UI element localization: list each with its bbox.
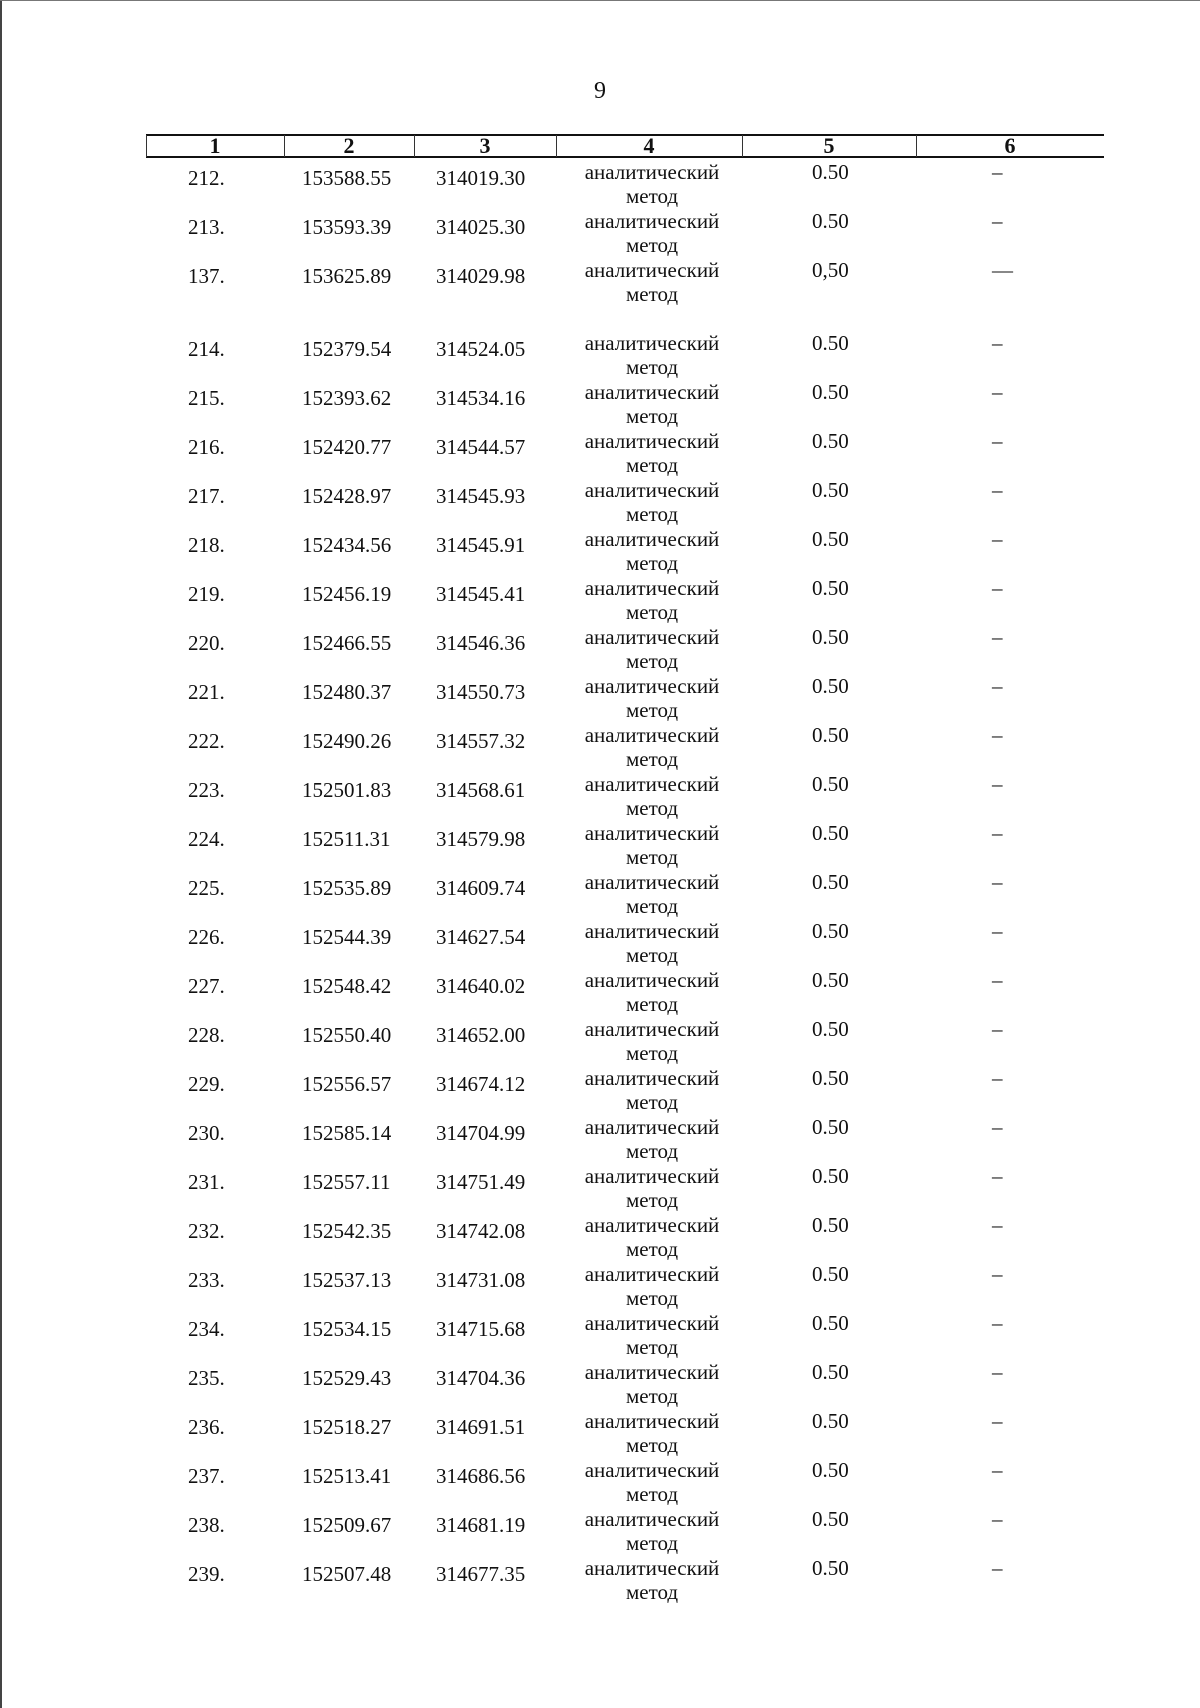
method-cell	[572, 1164, 732, 1212]
method-line-1: аналитический	[584, 968, 720, 992]
coordinate-x: 152466.55	[302, 631, 392, 655]
coordinate-y: 314019.30	[436, 166, 526, 190]
point-number: 223.	[188, 778, 225, 802]
accuracy-value: 0.50	[812, 478, 849, 502]
method-cell	[572, 919, 732, 967]
column-header-1: 1	[209, 133, 221, 158]
coordinate-y: 314557.32	[436, 729, 526, 753]
method-cell	[572, 1311, 732, 1359]
table-row	[0, 819, 1200, 869]
accuracy-value: 0.50	[812, 527, 849, 551]
method-line-2: метод	[625, 1335, 679, 1359]
coordinate-y: 314546.36	[436, 631, 526, 655]
coordinate-x: 152556.57	[302, 1072, 392, 1096]
table-row	[0, 868, 1200, 918]
point-number: 239.	[188, 1562, 225, 1586]
note-value: –	[992, 919, 1003, 943]
table-row	[0, 427, 1200, 477]
method-cell	[572, 429, 732, 477]
coordinate-x: 153588.55	[302, 166, 392, 190]
coordinate-y: 314674.12	[436, 1072, 526, 1096]
method-cell	[572, 1409, 732, 1457]
coordinate-y: 314568.61	[436, 778, 526, 802]
table-row	[0, 770, 1200, 820]
method-cell	[572, 1507, 732, 1555]
coordinate-y: 314524.05	[436, 337, 526, 361]
table-row	[0, 1211, 1200, 1261]
coordinate-y: 314609.74	[436, 876, 526, 900]
table-row	[0, 574, 1200, 624]
table-row	[0, 623, 1200, 673]
table-row	[0, 1505, 1200, 1555]
method-line-2: метод	[625, 1090, 679, 1114]
note-value: –	[992, 772, 1003, 796]
accuracy-value: 0.50	[812, 380, 849, 404]
method-line-2: метод	[625, 184, 679, 208]
method-line-1: аналитический	[584, 478, 720, 502]
method-line-2: метод	[625, 1188, 679, 1212]
method-line-2: метод	[625, 551, 679, 575]
method-line-1: аналитический	[584, 1311, 720, 1335]
note-value: –	[992, 1556, 1003, 1580]
accuracy-value: 0.50	[812, 331, 849, 355]
column-header-3: 3	[479, 133, 491, 158]
coordinate-y: 314677.35	[436, 1562, 526, 1586]
point-number: 230.	[188, 1121, 225, 1145]
accuracy-value: 0.50	[812, 723, 849, 747]
table-row	[0, 158, 1200, 208]
point-number: 220.	[188, 631, 225, 655]
coordinate-y: 314579.98	[436, 827, 526, 851]
accuracy-value: 0.50	[812, 1066, 849, 1090]
accuracy-value: 0.50	[812, 160, 849, 184]
coordinate-x: 152420.77	[302, 435, 392, 459]
table-row	[0, 378, 1200, 428]
note-value: –	[992, 1311, 1003, 1335]
coordinate-x: 152542.35	[302, 1219, 392, 1243]
method-line-1: аналитический	[584, 380, 720, 404]
note-value: –	[992, 160, 1003, 184]
coordinate-x: 152509.67	[302, 1513, 392, 1537]
method-cell	[572, 527, 732, 575]
column-header-5: 5	[823, 133, 835, 158]
point-number: 214.	[188, 337, 225, 361]
accuracy-value: 0.50	[812, 772, 849, 796]
method-line-2: метод	[625, 502, 679, 526]
column-header-2: 2	[343, 133, 355, 158]
note-value: –	[992, 1017, 1003, 1041]
method-line-1: аналитический	[584, 1507, 720, 1531]
method-cell	[572, 160, 732, 208]
table-row	[0, 672, 1200, 722]
coordinate-y: 314534.16	[436, 386, 526, 410]
note-value: –	[992, 478, 1003, 502]
note-value: —	[992, 258, 1013, 282]
method-line-1: аналитический	[584, 625, 720, 649]
method-line-1: аналитический	[584, 1213, 720, 1237]
table-row	[0, 329, 1200, 379]
point-number: 215.	[188, 386, 225, 410]
column-header-4: 4	[643, 133, 655, 158]
method-line-2: метод	[625, 698, 679, 722]
point-number: 228.	[188, 1023, 225, 1047]
method-line-1: аналитический	[584, 1066, 720, 1090]
method-line-1: аналитический	[584, 1458, 720, 1482]
method-line-1: аналитический	[584, 1556, 720, 1580]
method-line-1: аналитический	[584, 527, 720, 551]
coordinate-x: 152550.40	[302, 1023, 392, 1047]
method-line-2: метод	[625, 992, 679, 1016]
note-value: –	[992, 968, 1003, 992]
table-row	[0, 1554, 1200, 1604]
coordinate-x: 153625.89	[302, 264, 392, 288]
coordinate-y: 314652.00	[436, 1023, 526, 1047]
note-value: –	[992, 380, 1003, 404]
method-cell	[572, 674, 732, 722]
note-value: –	[992, 1507, 1003, 1531]
note-value: –	[992, 723, 1003, 747]
method-cell	[572, 1017, 732, 1065]
method-line-1: аналитический	[584, 919, 720, 943]
note-value: –	[992, 1409, 1003, 1433]
note-value: –	[992, 331, 1003, 355]
accuracy-value: 0.50	[812, 1556, 849, 1580]
method-line-1: аналитический	[584, 1360, 720, 1384]
method-line-1: аналитический	[584, 870, 720, 894]
coordinate-x: 152428.97	[302, 484, 392, 508]
point-number: 235.	[188, 1366, 225, 1390]
note-value: –	[992, 1066, 1003, 1090]
method-line-2: метод	[625, 355, 679, 379]
accuracy-value: 0,50	[812, 258, 849, 282]
point-number: 229.	[188, 1072, 225, 1096]
method-line-2: метод	[625, 1041, 679, 1065]
point-number: 212.	[188, 166, 225, 190]
accuracy-value: 0.50	[812, 625, 849, 649]
accuracy-value: 0.50	[812, 1409, 849, 1433]
method-cell	[572, 1066, 732, 1114]
coordinate-x: 152537.13	[302, 1268, 392, 1292]
coordinate-x: 152585.14	[302, 1121, 392, 1145]
method-line-2: метод	[625, 1384, 679, 1408]
method-line-1: аналитический	[584, 723, 720, 747]
method-cell	[572, 1213, 732, 1261]
note-value: –	[992, 209, 1003, 233]
method-line-2: метод	[625, 453, 679, 477]
coordinate-x: 152434.56	[302, 533, 392, 557]
coordinate-y: 314742.08	[436, 1219, 526, 1243]
accuracy-value: 0.50	[812, 576, 849, 600]
method-line-2: метод	[625, 600, 679, 624]
point-number: 226.	[188, 925, 225, 949]
point-number: 137.	[188, 264, 225, 288]
accuracy-value: 0.50	[812, 429, 849, 453]
method-line-2: метод	[625, 1482, 679, 1506]
point-number: 233.	[188, 1268, 225, 1292]
table-row	[0, 1162, 1200, 1212]
point-number: 216.	[188, 435, 225, 459]
method-line-2: метод	[625, 1531, 679, 1555]
coordinate-y: 314029.98	[436, 264, 526, 288]
note-value: –	[992, 821, 1003, 845]
method-line-2: метод	[625, 1237, 679, 1261]
coordinate-y: 314681.19	[436, 1513, 526, 1537]
point-number: 231.	[188, 1170, 225, 1194]
method-line-2: метод	[625, 845, 679, 869]
point-number: 232.	[188, 1219, 225, 1243]
accuracy-value: 0.50	[812, 674, 849, 698]
method-line-2: метод	[625, 233, 679, 257]
point-number: 221.	[188, 680, 225, 704]
table-row	[0, 1456, 1200, 1506]
accuracy-value: 0.50	[812, 1017, 849, 1041]
coordinate-y: 314691.51	[436, 1415, 526, 1439]
note-value: –	[992, 1262, 1003, 1286]
method-cell	[572, 1458, 732, 1506]
method-line-1: аналитический	[584, 674, 720, 698]
accuracy-value: 0.50	[812, 870, 849, 894]
method-cell	[572, 576, 732, 624]
method-cell	[572, 1115, 732, 1163]
method-line-1: аналитический	[584, 576, 720, 600]
table-row	[0, 525, 1200, 575]
coordinate-x: 152490.26	[302, 729, 392, 753]
method-cell	[572, 625, 732, 673]
note-value: –	[992, 1115, 1003, 1139]
method-line-1: аналитический	[584, 1409, 720, 1433]
table-row	[0, 1113, 1200, 1163]
point-number: 234.	[188, 1317, 225, 1341]
method-line-2: метод	[625, 282, 679, 306]
method-cell	[572, 380, 732, 428]
method-line-1: аналитический	[584, 1115, 720, 1139]
method-cell	[572, 968, 732, 1016]
coordinate-x: 152511.31	[302, 827, 391, 851]
method-cell	[572, 209, 732, 257]
coordinate-x: 153593.39	[302, 215, 392, 239]
table-row	[0, 1407, 1200, 1457]
table-row	[0, 721, 1200, 771]
point-number: 218.	[188, 533, 225, 557]
coordinate-y: 314545.93	[436, 484, 526, 508]
point-number: 224.	[188, 827, 225, 851]
method-line-1: аналитический	[584, 209, 720, 233]
accuracy-value: 0.50	[812, 1262, 849, 1286]
coordinate-y: 314640.02	[436, 974, 526, 998]
accuracy-value: 0.50	[812, 209, 849, 233]
point-number: 222.	[188, 729, 225, 753]
method-line-2: метод	[625, 894, 679, 918]
point-number: 236.	[188, 1415, 225, 1439]
column-header-6: 6	[1004, 133, 1016, 158]
table-row	[0, 917, 1200, 967]
table-row	[0, 1309, 1200, 1359]
coordinate-y: 314751.49	[436, 1170, 526, 1194]
method-line-1: аналитический	[584, 772, 720, 796]
coordinate-x: 152501.83	[302, 778, 392, 802]
method-cell	[572, 821, 732, 869]
method-line-1: аналитический	[584, 1164, 720, 1188]
note-value: –	[992, 625, 1003, 649]
note-value: –	[992, 1213, 1003, 1237]
coordinate-y: 314025.30	[436, 215, 526, 239]
method-cell	[572, 478, 732, 526]
method-cell	[572, 1360, 732, 1408]
method-line-2: метод	[625, 649, 679, 673]
method-line-2: метод	[625, 1139, 679, 1163]
method-line-1: аналитический	[584, 331, 720, 355]
point-number: 238.	[188, 1513, 225, 1537]
table-row	[0, 256, 1200, 306]
accuracy-value: 0.50	[812, 1213, 849, 1237]
point-number: 219.	[188, 582, 225, 606]
note-value: –	[992, 1360, 1003, 1384]
coordinate-y: 314704.36	[436, 1366, 526, 1390]
note-value: –	[992, 674, 1003, 698]
note-value: –	[992, 1164, 1003, 1188]
table-row	[0, 476, 1200, 526]
method-cell	[572, 1556, 732, 1604]
point-number: 217.	[188, 484, 225, 508]
coordinate-x: 152544.39	[302, 925, 392, 949]
coordinate-x: 152529.43	[302, 1366, 392, 1390]
coordinate-x: 152518.27	[302, 1415, 392, 1439]
accuracy-value: 0.50	[812, 1115, 849, 1139]
page-edge-top	[0, 0, 1200, 1]
coordinate-y: 314704.99	[436, 1121, 526, 1145]
point-number: 213.	[188, 215, 225, 239]
accuracy-value: 0.50	[812, 1507, 849, 1531]
coordinate-x: 152456.19	[302, 582, 392, 606]
coordinate-y: 314627.54	[436, 925, 526, 949]
coordinate-x: 152548.42	[302, 974, 392, 998]
method-cell	[572, 723, 732, 771]
note-value: –	[992, 429, 1003, 453]
method-cell	[572, 772, 732, 820]
method-line-1: аналитический	[584, 160, 720, 184]
accuracy-value: 0.50	[812, 1164, 849, 1188]
coordinate-x: 152480.37	[302, 680, 392, 704]
method-line-1: аналитический	[584, 429, 720, 453]
method-line-2: метод	[625, 1433, 679, 1457]
accuracy-value: 0.50	[812, 821, 849, 845]
method-line-1: аналитический	[584, 1262, 720, 1286]
method-line-1: аналитический	[584, 258, 720, 282]
point-number: 227.	[188, 974, 225, 998]
accuracy-value: 0.50	[812, 1360, 849, 1384]
note-value: –	[992, 870, 1003, 894]
coordinate-x: 152513.41	[302, 1464, 392, 1488]
method-line-1: аналитический	[584, 821, 720, 845]
point-number: 237.	[188, 1464, 225, 1488]
note-value: –	[992, 1458, 1003, 1482]
method-line-2: метод	[625, 747, 679, 771]
coordinate-y: 314544.57	[436, 435, 526, 459]
coordinate-x: 152379.54	[302, 337, 392, 361]
note-value: –	[992, 576, 1003, 600]
coordinate-y: 314550.73	[436, 680, 526, 704]
method-line-2: метод	[625, 404, 679, 428]
table-row	[0, 1064, 1200, 1114]
method-line-2: метод	[625, 943, 679, 967]
method-cell	[572, 331, 732, 379]
method-cell	[572, 1262, 732, 1310]
table-row	[0, 1358, 1200, 1408]
accuracy-value: 0.50	[812, 919, 849, 943]
coordinate-y: 314715.68	[436, 1317, 526, 1341]
coordinate-x: 152393.62	[302, 386, 392, 410]
method-cell	[572, 258, 732, 306]
method-line-2: метод	[625, 796, 679, 820]
coordinate-y: 314686.56	[436, 1464, 526, 1488]
note-value: –	[992, 527, 1003, 551]
point-number: 225.	[188, 876, 225, 900]
method-line-2: метод	[625, 1286, 679, 1310]
page-number: 9	[594, 78, 606, 104]
coordinate-x: 152534.15	[302, 1317, 392, 1341]
method-line-2: метод	[625, 1580, 679, 1604]
method-cell	[572, 870, 732, 918]
table-row	[0, 1015, 1200, 1065]
table-row	[0, 1260, 1200, 1310]
table-row	[0, 207, 1200, 257]
coordinate-y: 314545.91	[436, 533, 526, 557]
table-row	[0, 966, 1200, 1016]
accuracy-value: 0.50	[812, 968, 849, 992]
coordinate-x: 152535.89	[302, 876, 392, 900]
accuracy-value: 0.50	[812, 1458, 849, 1482]
coordinate-x: 152507.48	[302, 1562, 392, 1586]
coordinate-y: 314731.08	[436, 1268, 526, 1292]
coordinate-x: 152557.11	[302, 1170, 391, 1194]
coordinate-y: 314545.41	[436, 582, 526, 606]
accuracy-value: 0.50	[812, 1311, 849, 1335]
method-line-1: аналитический	[584, 1017, 720, 1041]
